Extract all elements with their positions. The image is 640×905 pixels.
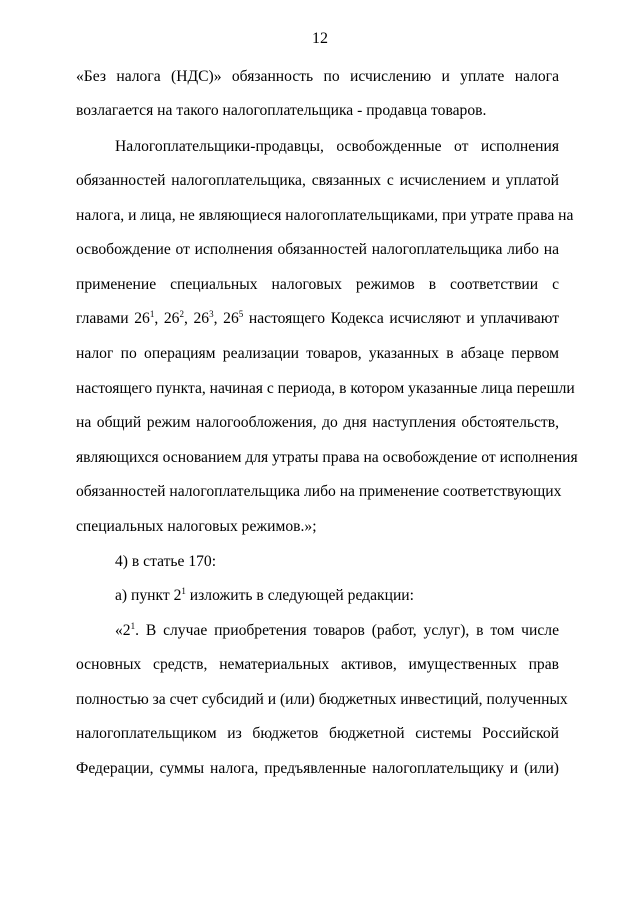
text-fragment: изложить в следующей редакции: bbox=[185, 587, 414, 604]
text-line: «Без налога (НДС)» обязанность по исчислению и уплате налога bbox=[76, 68, 559, 85]
text-fragment: . В случае приобретения товаров (работ, услуг), в том числе bbox=[135, 622, 559, 639]
text-line: Налогоплательщики-продавцы, освобожденные от исполнения bbox=[115, 138, 559, 155]
text-line: полностью за счет субсидий и (или) бюджетных инвестиций, полученных bbox=[76, 691, 568, 708]
text-line: применение специальных налоговых режимов в соответствии с bbox=[76, 276, 559, 293]
text-line: на общий режим налогообложения, до дня наступления обстоятельств, bbox=[76, 414, 559, 431]
text-line: обязанностей налогоплательщика, связанных с исчислением и уплатой bbox=[76, 172, 559, 189]
text-line: настоящего пункта, начиная с периода, в котором указанные лица перешли bbox=[76, 380, 575, 397]
superscript: 3 bbox=[209, 309, 214, 319]
text-line-with-superscripts bbox=[76, 309, 559, 329]
text-fragment: , 26 bbox=[154, 310, 180, 327]
text-fragment: , 26 bbox=[213, 310, 239, 327]
text-fragment: настоящего Кодекса исчисляют и уплачивают bbox=[243, 310, 560, 327]
text-line: Федерации, суммы налога, предъявленные налогоплательщику и (или) bbox=[76, 760, 559, 777]
superscript: 5 bbox=[238, 309, 244, 319]
text-fragment: главами 26 bbox=[76, 310, 150, 327]
text-line-with-superscripts bbox=[115, 586, 559, 606]
text-fragment: «2 bbox=[115, 622, 131, 639]
text-line: обязанностей налогоплательщика либо на применение соответствующих bbox=[76, 483, 562, 500]
text-line: налог по операциям реализации товаров, указанных в абзаце первом bbox=[76, 345, 559, 362]
page-number: 12 bbox=[312, 30, 328, 47]
text-line: налога, и лица, не являющиеся налогоплательщиками, при утрате права на bbox=[76, 207, 574, 224]
superscript: 2 bbox=[179, 309, 184, 319]
superscript: 1 bbox=[181, 586, 186, 596]
text-line: освобождение от исполнения обязанностей налогоплательщика либо на bbox=[76, 241, 559, 258]
text-line-with-superscripts bbox=[115, 621, 559, 641]
text-line: налогоплательщиком из бюджетов бюджетной системы Российской bbox=[76, 725, 559, 742]
text-fragment: а) пункт 2 bbox=[115, 587, 182, 604]
superscript: 1 bbox=[149, 309, 155, 319]
superscript: 1 bbox=[130, 621, 136, 631]
text-line: возлагается на такого налогоплательщика - продавца товаров. bbox=[76, 102, 487, 119]
text-line: являющихся основанием для утраты права на освобождение от исполнения bbox=[76, 449, 578, 466]
text-line: специальных налоговых режимов.»; bbox=[76, 518, 317, 535]
text-fragment: , 26 bbox=[183, 310, 210, 327]
text-line: 4) в статье 170: bbox=[115, 553, 217, 570]
text-line: основных средств, нематериальных активов, имущественных прав bbox=[76, 656, 559, 673]
